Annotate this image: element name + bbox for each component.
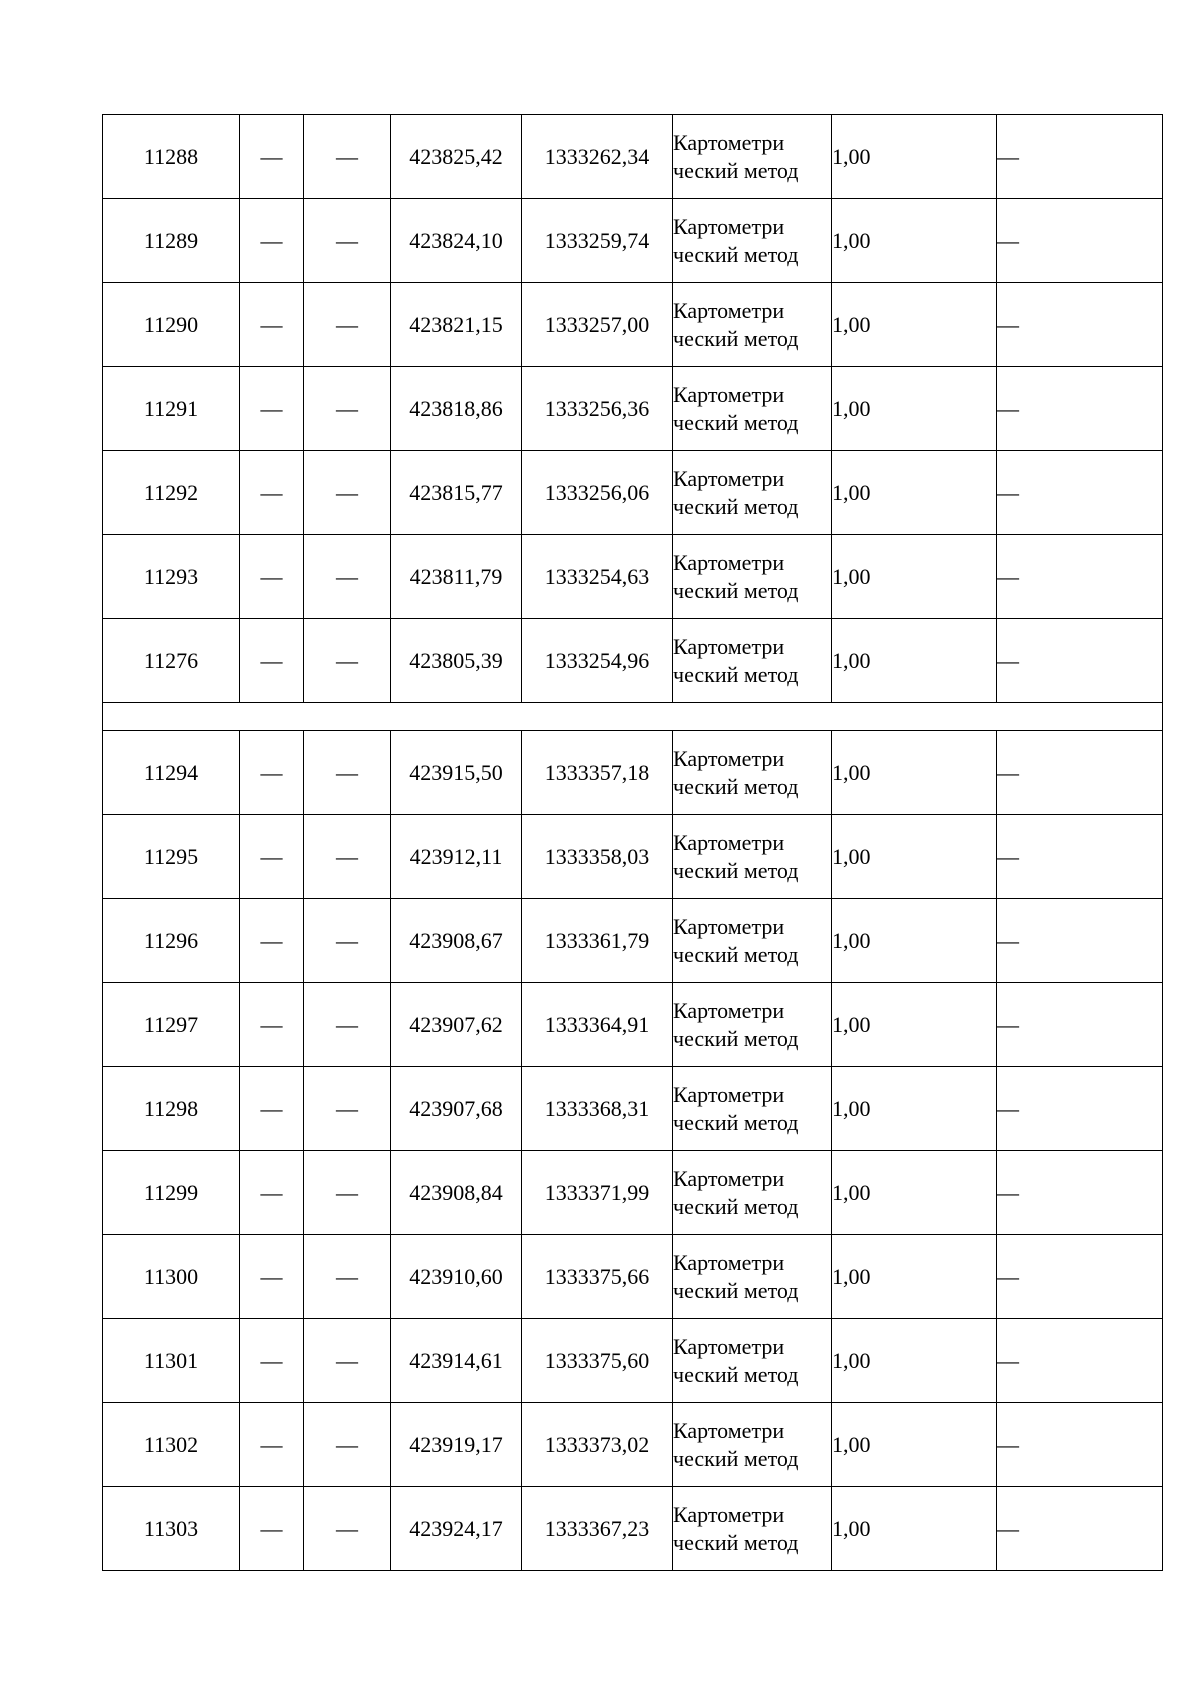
table-row	[103, 1403, 1163, 1487]
dash-cell: —	[997, 1151, 1163, 1235]
accuracy-cell: 1,00	[832, 535, 997, 619]
dash-cell: —	[997, 815, 1163, 899]
accuracy-cell: 1,00	[832, 367, 997, 451]
x-coordinate: 423919,17	[391, 1403, 522, 1487]
dash-cell: —	[240, 283, 304, 367]
x-coordinate: 423908,84	[391, 1151, 522, 1235]
x-coordinate: 423907,68	[391, 1067, 522, 1151]
dash-cell: —	[997, 283, 1163, 367]
dash-cell: —	[997, 367, 1163, 451]
x-coordinate: 423908,67	[391, 899, 522, 983]
method-cell: Картометри ческий метод	[673, 283, 832, 367]
y-coordinate: 1333259,74	[522, 199, 673, 283]
dash-cell: —	[240, 1487, 304, 1571]
table-row	[103, 1151, 1163, 1235]
dash-cell: —	[240, 731, 304, 815]
dash-cell: —	[997, 451, 1163, 535]
point-number: 11298	[103, 1067, 240, 1151]
y-coordinate: 1333375,60	[522, 1319, 673, 1403]
coordinates-table	[102, 114, 1163, 1571]
dash-cell: —	[304, 1151, 391, 1235]
table-row	[103, 199, 1163, 283]
point-number: 11303	[103, 1487, 240, 1571]
dash-cell: —	[240, 983, 304, 1067]
dash-cell: —	[240, 535, 304, 619]
dash-cell: —	[997, 199, 1163, 283]
dash-cell: —	[997, 115, 1163, 199]
table-row	[103, 1235, 1163, 1319]
dash-cell: —	[997, 535, 1163, 619]
y-coordinate: 1333256,06	[522, 451, 673, 535]
table-row	[103, 619, 1163, 703]
y-coordinate: 1333367,23	[522, 1487, 673, 1571]
dash-cell: —	[240, 619, 304, 703]
point-number: 11301	[103, 1319, 240, 1403]
dash-cell: —	[240, 1151, 304, 1235]
table-row	[103, 283, 1163, 367]
table-row	[103, 1067, 1163, 1151]
dash-cell: —	[240, 115, 304, 199]
point-number: 11288	[103, 115, 240, 199]
y-coordinate: 1333254,63	[522, 535, 673, 619]
dash-cell: —	[304, 899, 391, 983]
dash-cell: —	[997, 619, 1163, 703]
x-coordinate: 423825,42	[391, 115, 522, 199]
x-coordinate: 423915,50	[391, 731, 522, 815]
x-coordinate: 423811,79	[391, 535, 522, 619]
point-number: 11290	[103, 283, 240, 367]
point-number: 11299	[103, 1151, 240, 1235]
method-cell: Картометри ческий метод	[673, 1067, 832, 1151]
dash-cell: —	[997, 1067, 1163, 1151]
point-number: 11294	[103, 731, 240, 815]
dash-cell: —	[997, 1319, 1163, 1403]
dash-cell: —	[997, 1403, 1163, 1487]
dash-cell: —	[240, 1403, 304, 1487]
dash-cell: —	[304, 1403, 391, 1487]
dash-cell: —	[304, 815, 391, 899]
dash-cell: —	[997, 983, 1163, 1067]
table-row	[103, 731, 1163, 815]
dash-cell: —	[304, 983, 391, 1067]
method-cell: Картометри ческий метод	[673, 451, 832, 535]
accuracy-cell: 1,00	[832, 815, 997, 899]
dash-cell: —	[240, 815, 304, 899]
x-coordinate: 423815,77	[391, 451, 522, 535]
separator-row	[103, 703, 1163, 731]
method-cell: Картометри ческий метод	[673, 1487, 832, 1571]
y-coordinate: 1333368,31	[522, 1067, 673, 1151]
x-coordinate: 423821,15	[391, 283, 522, 367]
accuracy-cell: 1,00	[832, 115, 997, 199]
y-coordinate: 1333257,00	[522, 283, 673, 367]
dash-cell: —	[240, 899, 304, 983]
accuracy-cell: 1,00	[832, 451, 997, 535]
point-number: 11297	[103, 983, 240, 1067]
dash-cell: —	[997, 1235, 1163, 1319]
table-row	[103, 115, 1163, 199]
table-row	[103, 983, 1163, 1067]
method-cell: Картометри ческий метод	[673, 1403, 832, 1487]
method-cell: Картометри ческий метод	[673, 899, 832, 983]
accuracy-cell: 1,00	[832, 1151, 997, 1235]
method-cell: Картометри ческий метод	[673, 983, 832, 1067]
method-cell: Картометри ческий метод	[673, 1319, 832, 1403]
x-coordinate: 423824,10	[391, 199, 522, 283]
y-coordinate: 1333364,91	[522, 983, 673, 1067]
method-cell: Картометри ческий метод	[673, 199, 832, 283]
accuracy-cell: 1,00	[832, 899, 997, 983]
y-coordinate: 1333262,34	[522, 115, 673, 199]
dash-cell: —	[997, 899, 1163, 983]
point-number: 11295	[103, 815, 240, 899]
method-cell: Картометри ческий метод	[673, 619, 832, 703]
y-coordinate: 1333361,79	[522, 899, 673, 983]
dash-cell: —	[997, 1487, 1163, 1571]
dash-cell: —	[240, 1235, 304, 1319]
dash-cell: —	[304, 367, 391, 451]
table-row	[103, 815, 1163, 899]
y-coordinate: 1333254,96	[522, 619, 673, 703]
accuracy-cell: 1,00	[832, 283, 997, 367]
dash-cell: —	[304, 619, 391, 703]
dash-cell: —	[240, 199, 304, 283]
dash-cell: —	[304, 1235, 391, 1319]
point-number: 11289	[103, 199, 240, 283]
dash-cell: —	[240, 367, 304, 451]
x-coordinate: 423924,17	[391, 1487, 522, 1571]
table-row	[103, 451, 1163, 535]
y-coordinate: 1333357,18	[522, 731, 673, 815]
dash-cell: —	[304, 199, 391, 283]
point-number: 11292	[103, 451, 240, 535]
dash-cell: —	[304, 1319, 391, 1403]
point-number: 11300	[103, 1235, 240, 1319]
table-body	[103, 115, 1163, 1571]
accuracy-cell: 1,00	[832, 983, 997, 1067]
method-cell: Картометри ческий метод	[673, 367, 832, 451]
x-coordinate: 423907,62	[391, 983, 522, 1067]
table-row	[103, 899, 1163, 983]
accuracy-cell: 1,00	[832, 1067, 997, 1151]
table-row	[103, 535, 1163, 619]
x-coordinate: 423912,11	[391, 815, 522, 899]
dash-cell: —	[240, 1319, 304, 1403]
separator-cell	[103, 703, 1163, 731]
table-row	[103, 1319, 1163, 1403]
dash-cell: —	[304, 451, 391, 535]
dash-cell: —	[304, 535, 391, 619]
point-number: 11302	[103, 1403, 240, 1487]
dash-cell: —	[304, 1487, 391, 1571]
x-coordinate: 423818,86	[391, 367, 522, 451]
dash-cell: —	[240, 1067, 304, 1151]
table-row	[103, 367, 1163, 451]
dash-cell: —	[304, 731, 391, 815]
accuracy-cell: 1,00	[832, 1487, 997, 1571]
table-row	[103, 1487, 1163, 1571]
method-cell: Картометри ческий метод	[673, 535, 832, 619]
y-coordinate: 1333375,66	[522, 1235, 673, 1319]
accuracy-cell: 1,00	[832, 619, 997, 703]
dash-cell: —	[304, 115, 391, 199]
dash-cell: —	[304, 283, 391, 367]
y-coordinate: 1333256,36	[522, 367, 673, 451]
method-cell: Картометри ческий метод	[673, 815, 832, 899]
point-number: 11276	[103, 619, 240, 703]
point-number: 11296	[103, 899, 240, 983]
accuracy-cell: 1,00	[832, 1403, 997, 1487]
point-number: 11291	[103, 367, 240, 451]
method-cell: Картометри ческий метод	[673, 1151, 832, 1235]
dash-cell: —	[304, 1067, 391, 1151]
y-coordinate: 1333371,99	[522, 1151, 673, 1235]
dash-cell: —	[997, 731, 1163, 815]
x-coordinate: 423910,60	[391, 1235, 522, 1319]
accuracy-cell: 1,00	[832, 731, 997, 815]
x-coordinate: 423805,39	[391, 619, 522, 703]
method-cell: Картометри ческий метод	[673, 731, 832, 815]
dash-cell: —	[240, 451, 304, 535]
y-coordinate: 1333358,03	[522, 815, 673, 899]
accuracy-cell: 1,00	[832, 199, 997, 283]
y-coordinate: 1333373,02	[522, 1403, 673, 1487]
x-coordinate: 423914,61	[391, 1319, 522, 1403]
accuracy-cell: 1,00	[832, 1235, 997, 1319]
point-number: 11293	[103, 535, 240, 619]
accuracy-cell: 1,00	[832, 1319, 997, 1403]
method-cell: Картометри ческий метод	[673, 115, 832, 199]
method-cell: Картометри ческий метод	[673, 1235, 832, 1319]
